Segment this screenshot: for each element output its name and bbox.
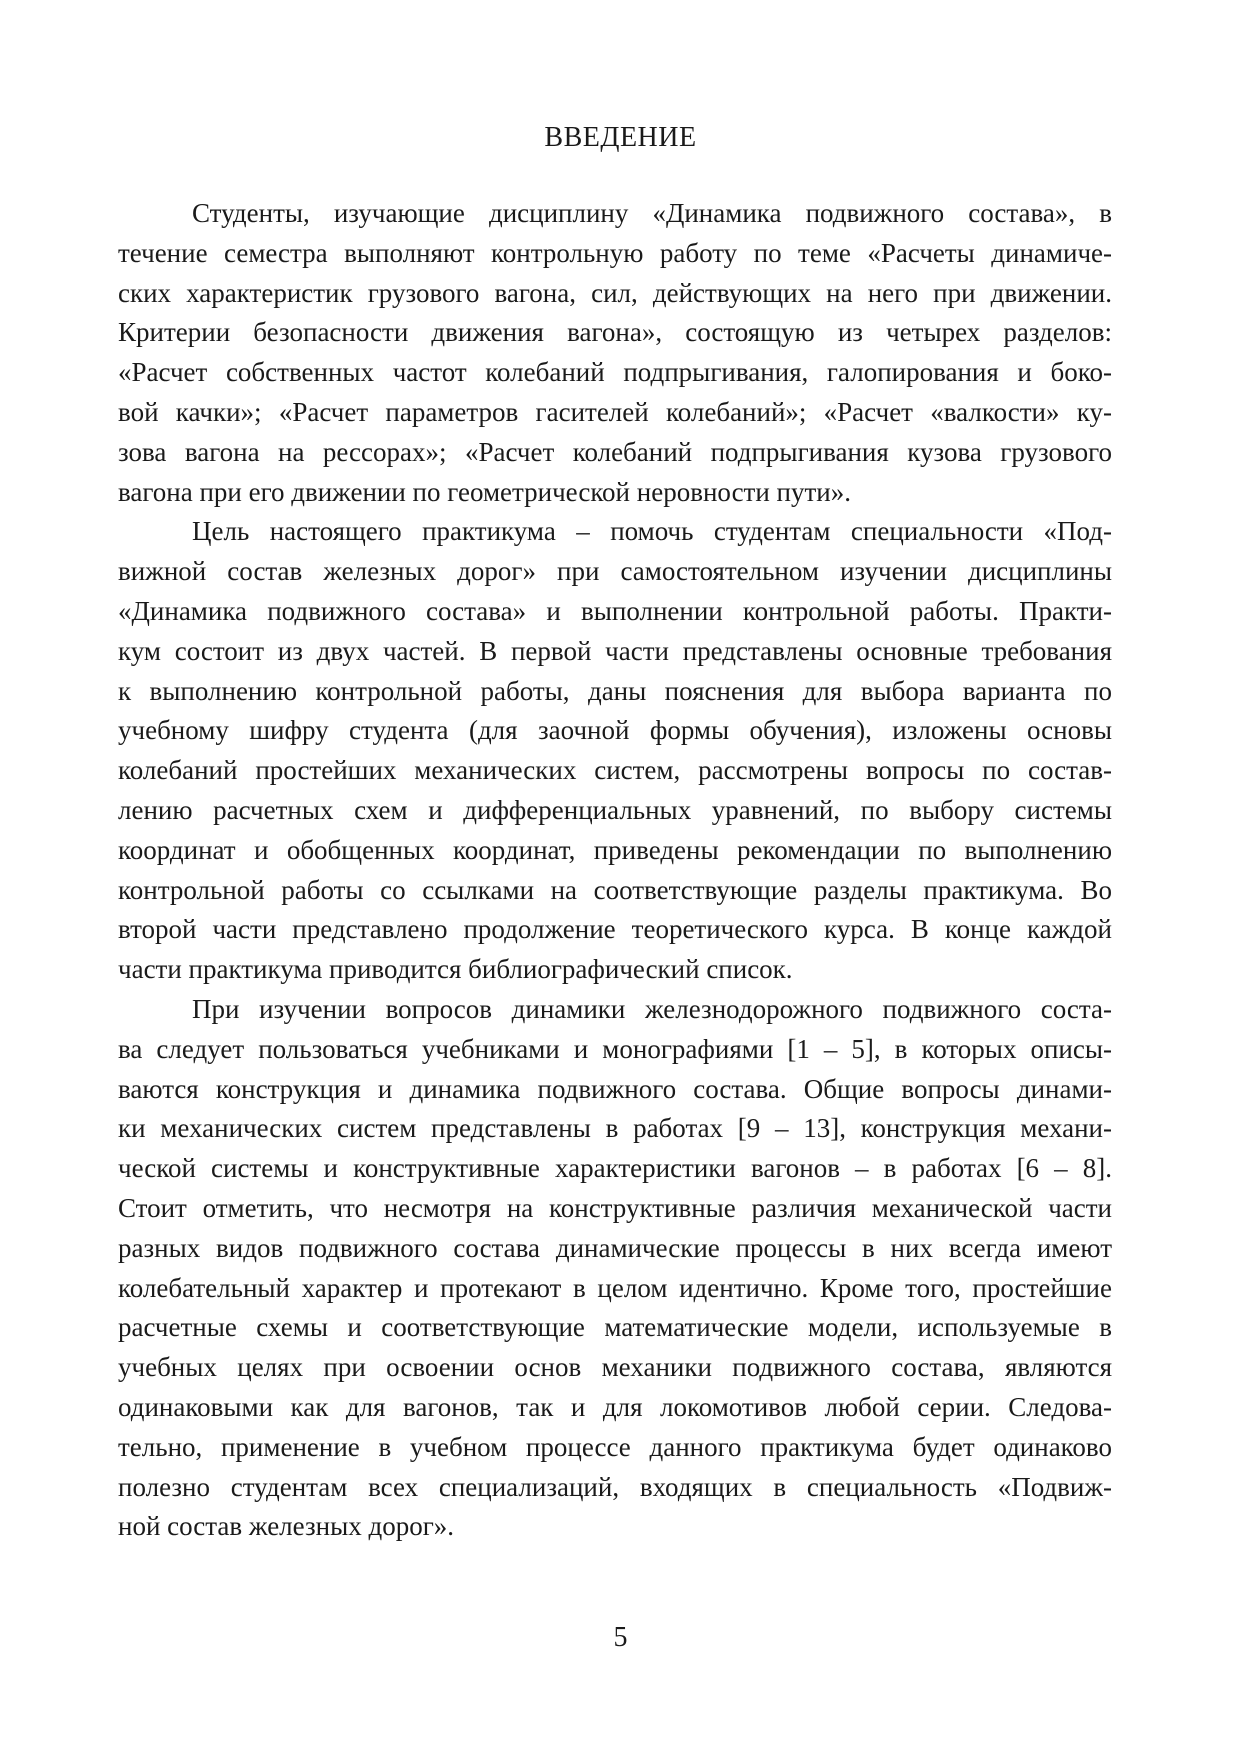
text-line: кум состоит из двух частей. В первой части представлены основные требования [118, 635, 1112, 666]
text-line: При изучении вопросов динамики железнодорожного подвижного соста- [192, 993, 1112, 1024]
text-line: «Расчет собственных частот колебаний подпрыгивания, галопирования и боко- [118, 357, 1112, 388]
text-line: колебаний простейших механических систем, рассмотрены вопросы по состав- [118, 755, 1112, 786]
section-heading: ВВЕДЕНИЕ [544, 122, 697, 153]
text-line: разных видов подвижного состава динамические процессы в них всегда имеют [118, 1232, 1112, 1263]
text-line: вой качки»; «Расчет параметров гасителей колебаний»; «Расчет «валкости» ку- [118, 396, 1112, 427]
text-line: контрольной работы со ссылками на соответствующие разделы практикума. Во [118, 874, 1112, 905]
text-line: Критерии безопасности движения вагона», состоящую из четырех разделов: [118, 317, 1112, 348]
text-line: учебному шифру студента (для заочной формы обучения), изложены основы [118, 715, 1112, 746]
text-line: ваются конструкция и динамика подвижного состава. Общие вопросы динами- [118, 1073, 1112, 1104]
text-line: расчетные схемы и соответствующие математические модели, используемые в [118, 1312, 1112, 1343]
text-line: течение семестра выполняют контрольную работу по теме «Расчеты динамиче- [118, 237, 1112, 268]
text-line: колебательный характер и протекают в целом идентично. Кроме того, простейшие [118, 1272, 1112, 1303]
text-line: полезно студентам всех специализаций, входящих в специальность «Подвиж- [118, 1471, 1112, 1502]
page-number: 5 [613, 1622, 628, 1653]
text-line: координат и обобщенных координат, приведены рекомендации по выполнению [118, 834, 1112, 865]
text-line: «Динамика подвижного состава» и выполнении контрольной работы. Практи- [118, 595, 1112, 626]
text-line: к выполнению контрольной работы, даны пояснения для выбора варианта по [118, 675, 1112, 706]
text-line: ной состав железных дорог». [118, 1511, 455, 1542]
text-line: вагона при его движении по геометрической неровности пути». [118, 476, 851, 507]
text-line: части практикума приводится библиографический список. [118, 954, 793, 985]
text-line: ва следует пользоваться учебниками и монографиями [1 – 5], в которых описы- [118, 1033, 1112, 1064]
text-line: Цель настоящего практикума – помочь студентам специальности «Под- [192, 516, 1112, 547]
text-line: учебных целях при освоении основ механики подвижного состава, являются [118, 1352, 1112, 1383]
body-text [118, 194, 1112, 1547]
text-line: зова вагона на рессорах»; «Расчет колебаний подпрыгивания кузова грузового [118, 436, 1112, 467]
paragraph-1 [118, 194, 1112, 512]
text-line: ских характеристик грузового вагона, сил, действующих на него при движении. [118, 277, 1112, 308]
text-line: Студенты, изучающие дисциплину «Динамика подвижного состава», в [192, 198, 1112, 228]
paragraph-2 [118, 512, 1112, 990]
text-line: второй части представлено продолжение теоретического курса. В конце каждой [118, 914, 1112, 945]
text-line: лению расчетных схем и дифференциальных уравнений, по выбору системы [118, 794, 1112, 825]
text-line: вижной состав железных дорог» при самостоятельном изучении дисциплины [118, 556, 1112, 587]
text-line: ческой системы и конструктивные характеристики вагонов – в работах [6 – 8]. [118, 1153, 1112, 1184]
text-line: одинаковыми как для вагонов, так и для локомотивов любой серии. Следова- [118, 1391, 1112, 1422]
paragraph-3 [118, 990, 1112, 1547]
text-line: Стоит отметить, что несмотря на конструктивные различия механической части [118, 1192, 1112, 1223]
text-line: ки механических систем представлены в работах [9 – 13], конструкция механи- [118, 1113, 1112, 1144]
text-line: тельно, применение в учебном процессе данного практикума будет одинаково [118, 1431, 1112, 1462]
